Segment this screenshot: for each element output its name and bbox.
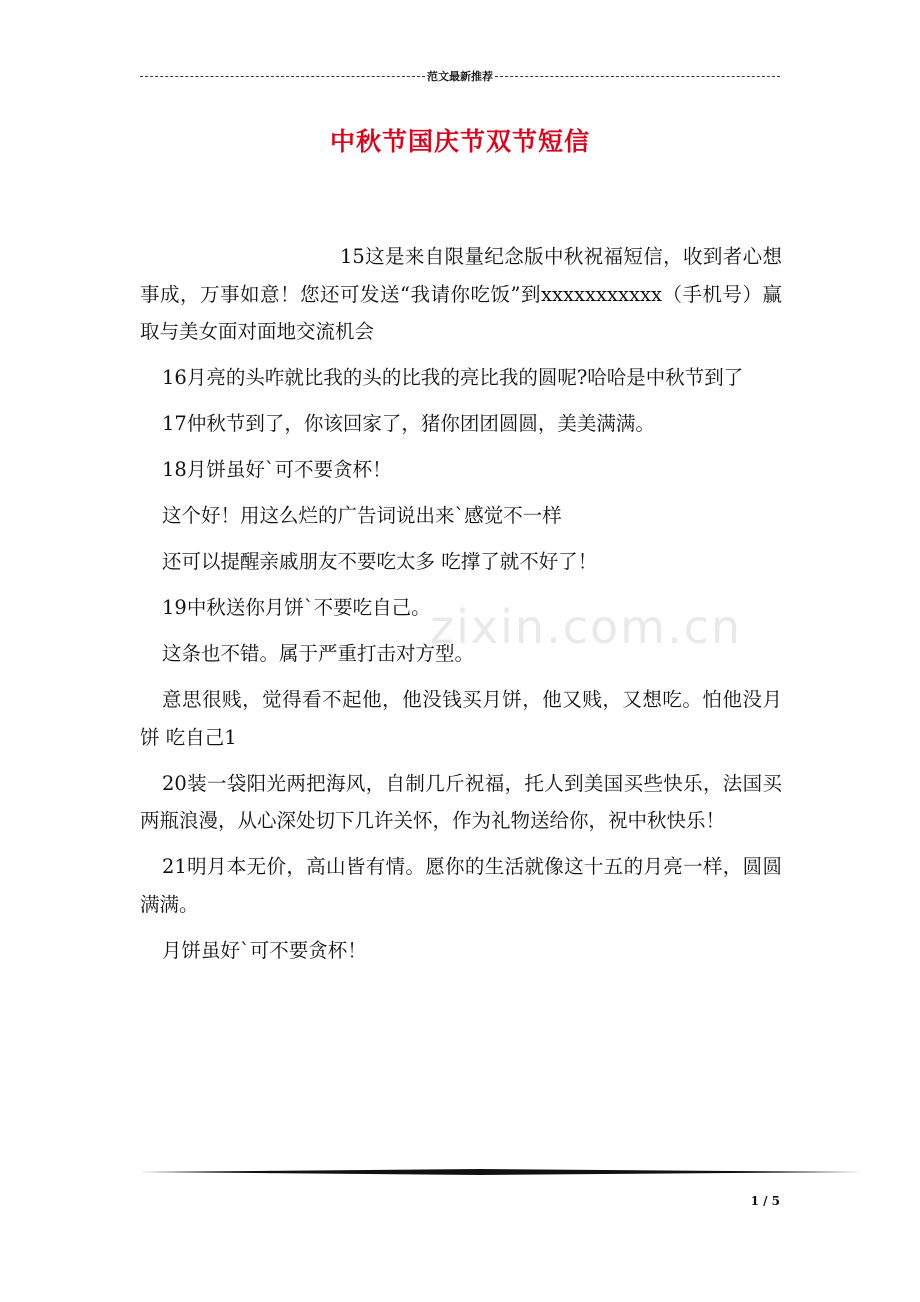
page-header xyxy=(140,66,780,86)
paragraph: 21明月本无价，高山皆有情。愿你的生活就像这十五的月亮一样，圆圆满满。 xyxy=(140,855,782,916)
paragraph: 这个好！用这么烂的广告词说出来`感觉不一样 xyxy=(162,504,562,528)
paragraph: 月饼虽好`可不要贪杯！ xyxy=(162,938,367,962)
paragraph: 19中秋送你月饼`不要吃自己。 xyxy=(162,596,431,620)
header-label: 范文最新推荐 xyxy=(427,70,493,83)
page-number: 1 / 5 xyxy=(750,1194,780,1208)
paragraph: 20装一袋阳光两把海风，自制几斤祝福，托人到美国买些快乐，法国买两瓶浪漫，从心深处切下几许关怀，作为礼物送给你，祝中秋快乐！ xyxy=(140,771,782,833)
watermark: zixin.com.cn xyxy=(430,600,743,654)
paragraph: 18月饼虽好`可不要贪杯！ xyxy=(162,458,392,482)
header-dash-right xyxy=(495,76,780,77)
paragraph: 16月亮的头咋就比我的头的比我的亮比我的圆呢?哈哈是中秋节到了 xyxy=(162,366,744,390)
paragraph: 17仲秋节到了，你该回家了，猪你团团圆圆，美美满满。 xyxy=(162,412,655,436)
paragraph: 还可以提醒亲戚朋友不要吃太多 吃撑了就不好了！ xyxy=(162,550,598,574)
paragraph: 意思很贱，觉得看不起他，他没钱买月饼，他又贱，又想吃。怕他没月饼 吃自己1 xyxy=(140,688,782,749)
header-dash-left xyxy=(140,76,425,77)
paragraph: 这条也不错。属于严重打击对方型。 xyxy=(162,642,475,666)
document-body xyxy=(140,238,782,978)
paragraph: 15这是来自限量纪念版中秋祝福短信，收到者心想事成，万事如意！您还可发送“我请你吃饭”到xxxxxxxxxxx（手机号）赢取与美女面对面地交流机会 xyxy=(140,245,782,344)
document-title: 中秋节国庆节双节短信 xyxy=(329,127,590,156)
footer-divider xyxy=(140,1168,862,1176)
